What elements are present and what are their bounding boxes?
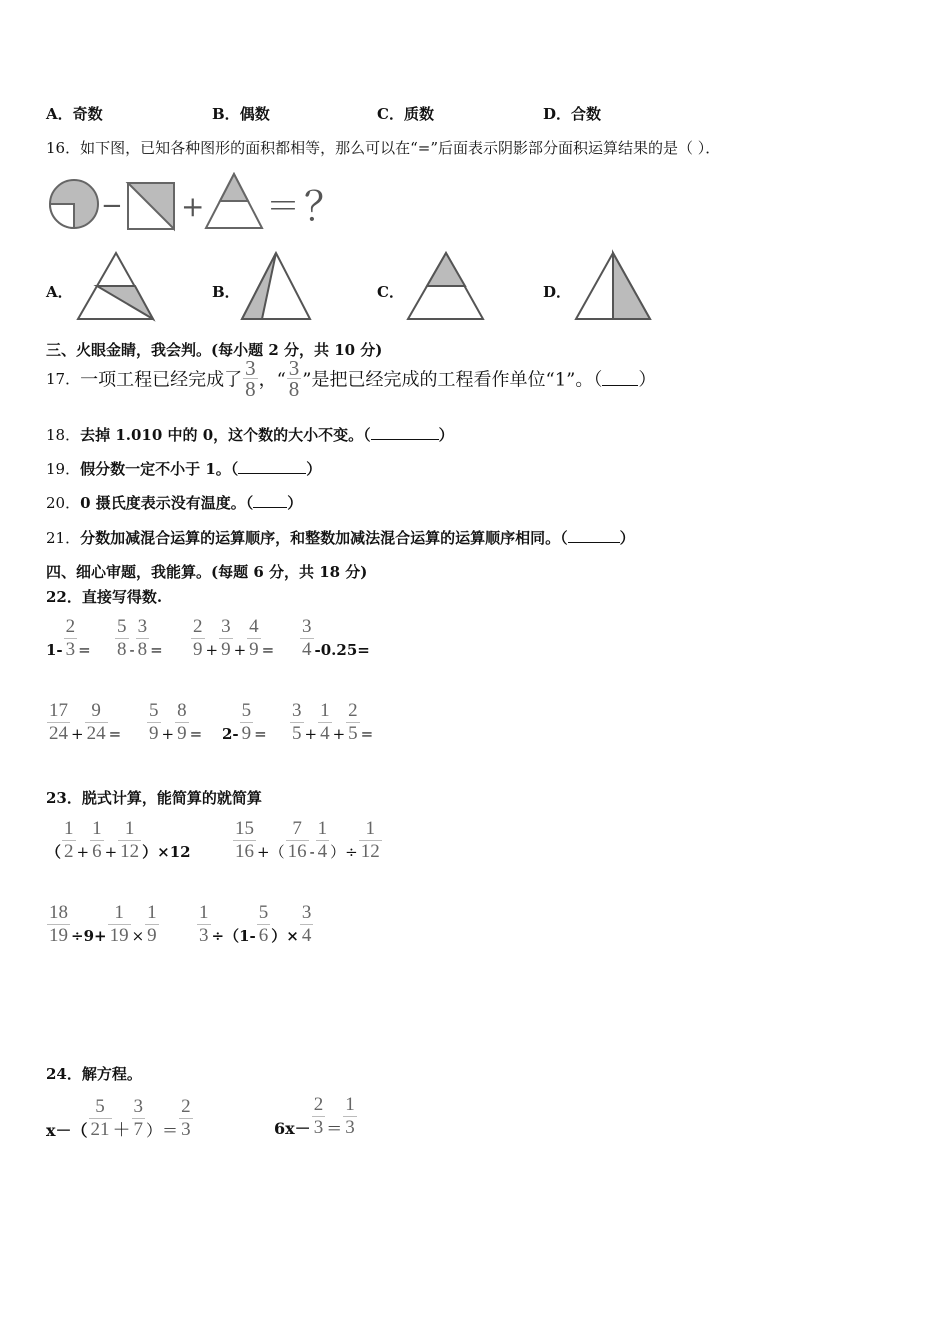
- q20: 20．0 摄氏度表示没有温度。（ ）: [46, 494, 303, 512]
- q15-option-d: D．合数: [543, 105, 602, 123]
- q24-equation-1: x－（ $\frac{5}{21}$ ＋ $\frac{3}{7}$ ）＝ $\frac{2}{3}$: [46, 1095, 191, 1141]
- q15-option-c: C．质数: [377, 105, 434, 123]
- shaded-circle-figure: [50, 180, 98, 228]
- q16-option-b-figure: [240, 250, 312, 322]
- q19: 19．假分数一定不小于 1。（ ）: [46, 460, 322, 478]
- shaded-square-figure: [128, 183, 174, 229]
- q23-expr-1: （ $\frac{1}{2}$ + $\frac{1}{6}$ + $\frac{1}{12}$ ）×12: [46, 818, 191, 862]
- q22-expr-1: 1- $\frac{2}{3}$ =: [46, 616, 91, 660]
- svg-text:+: +: [181, 190, 205, 223]
- svg-text:？: ？: [304, 184, 344, 230]
- q16-option-c: C．: [377, 283, 404, 301]
- q23-expr-2: $\frac{15}{16}$ +（ $\frac{7}{16}$ - $\frac{1}{4}$ ）÷ $\frac{1}{12}$: [235, 818, 380, 862]
- q16-option-a: A．: [46, 283, 73, 301]
- q22-expr-3: $\frac{2}{9}$ + $\frac{3}{9}$ + $\frac{4}{9}$ =: [193, 616, 275, 660]
- shaded-triangle-figure: [206, 174, 262, 228]
- q22-expr-4: $\frac{3}{4}$ -0.25=: [302, 616, 370, 660]
- q16-option-a-figure: [75, 250, 157, 322]
- q22-expr-5: $\frac{17}{24}$ + $\frac{9}{24}$ =: [49, 700, 122, 744]
- q22-expr-8: $\frac{3}{5}$ + $\frac{1}{4}$ + $\frac{2}{5}$ =: [292, 700, 374, 744]
- q23-expr-4: $\frac{1}{3}$ ÷（1- $\frac{5}{6}$ ）× $\frac{3}{4}$: [199, 902, 312, 946]
- q24-equation-2: 6x－ $\frac{2}{3}$ ＝ $\frac{1}{3}$: [274, 1094, 355, 1138]
- q22-expr-6: $\frac{5}{9}$ + $\frac{8}{9}$ =: [149, 700, 203, 744]
- q23-title: 23．脱式计算，能简算的就简算: [46, 789, 262, 807]
- q15-option-a: A．奇数: [46, 105, 103, 123]
- q22-expr-7: 2- $\frac{5}{9}$ =: [222, 700, 267, 744]
- q16-option-c-figure: [405, 250, 487, 322]
- section3-title: 三、火眼金睛，我会判。(每小题 2 分，共 10 分): [46, 341, 383, 359]
- q18: 18．去掉 1.010 中的 0，这个数的大小不变。（ ）: [46, 426, 454, 444]
- svg-text:−: −: [101, 191, 123, 221]
- q21: 21．分数加减混合运算的运算顺序，和整数加减法混合运算的运算顺序相同。（ ）: [46, 529, 635, 547]
- section4-title: 四、细心审题，我能算。(每题 6 分，共 18 分): [46, 563, 368, 581]
- q16-figure-equation: [46, 168, 344, 238]
- q22-title: 22．直接写得数.: [46, 588, 163, 606]
- q15-option-b: B．偶数: [212, 105, 270, 123]
- q23-expr-3: $\frac{18}{19}$ ÷9+ $\frac{1}{19}$ × $\frac{1}{9}$: [49, 902, 157, 946]
- q16-question: 16．如下图，已知各种图形的面积都相等，那么可以在“=”后面表示阴影部分面积运算结果的是（ ）．: [46, 139, 721, 157]
- q16-option-b: B．: [212, 283, 240, 301]
- q17: 17．一项工程已经完成了 $\frac{3}{8}$ ，“ $\frac{3}{8}$ ”是把已经完成的工程看作单位“1”。（ ）: [46, 356, 657, 401]
- svg-text:＝: ＝: [266, 187, 300, 227]
- q24-title: 24．解方程。: [46, 1065, 142, 1083]
- q16-option-d-figure: [573, 250, 653, 322]
- q22-expr-2: $\frac{5}{8}$ - $\frac{3}{8}$ =: [117, 616, 163, 660]
- q16-option-d: D．: [543, 283, 572, 301]
